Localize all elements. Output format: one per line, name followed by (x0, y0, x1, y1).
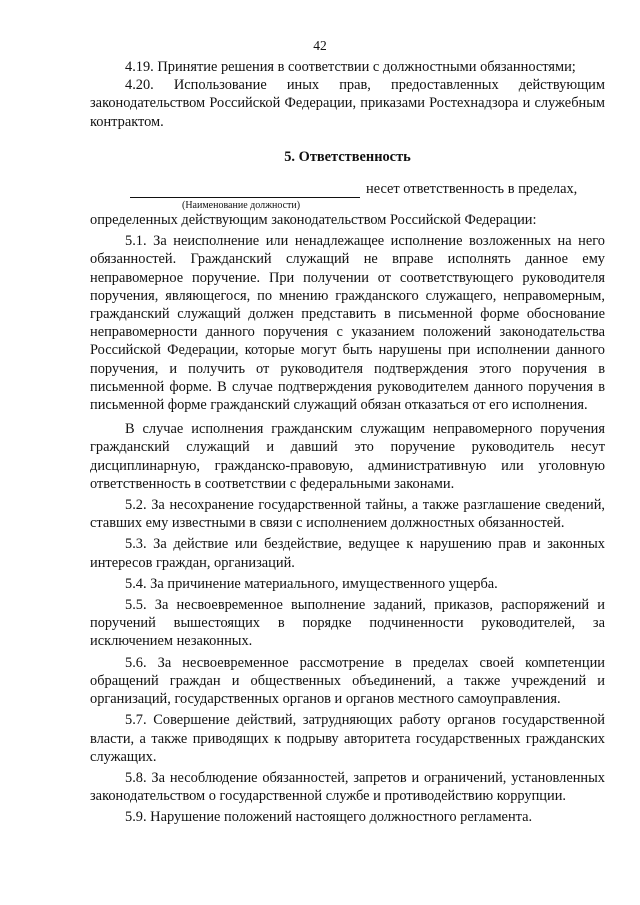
item-5-1-cont: В случае исполнения гражданским служащим неправомерного поручения гражданский служащий и давший это поручение руководитель несут дисциплинарную, гражданско-правовую, административную или уголовную ответственность в соответствии с федеральными законами. (90, 421, 605, 492)
intro-text: несет ответственность в пределах, (366, 180, 578, 197)
item-5-5: 5.5. За несвоевременное выполнение заданий, приказов, распоряжений и поручений вышестоящих в порядке подчиненности руководителей, за исключением незаконных. (90, 597, 605, 650)
position-blank-line (130, 182, 360, 198)
intro-continuation: определенных действующим законодательством Российской Федерации: (90, 212, 537, 229)
item-5-8: 5.8. За несоблюдение обязанностей, запретов и ограничений, установленных законодательством о государственной службе и противодействию коррупции. (90, 769, 605, 805)
item-4-19: 4.19. Принятие решения в соответствии с должностными обязанностями; (125, 59, 576, 75)
item-5-3: 5.3. За действие или бездействие, ведущее к нарушению прав и законных интересов граждан, организаций. (90, 536, 605, 571)
item-5-7: 5.7. Совершение действий, затрудняющих работу органов государственной власти, а также приводящих к подрыву авторитета государственных гражданских служащих. (90, 712, 605, 765)
position-blank-row (130, 180, 605, 198)
section-title: 5. Ответственность (284, 148, 411, 165)
item-5-9: 5.9. Нарушение положений настоящего должностного регламента. (125, 809, 533, 826)
item-5-6: 5.6. За несвоевременное рассмотрение в пределах своей компетенции обращений граждан и общественных объединений, а также учреждений и организаций, государственных органов и органов местного самоуправления. (90, 654, 605, 708)
item-5-1: 5.1. За неисполнение или ненадлежащее исполнение возложенных на него обязанностей. Гражданский служащий не вправе исполнять данное ему неправомерное поручение. При получении от соответствующего руководителя поручения, являющегося, по мнению гражданского служащего, неправомерным, гражданский служащий должен представить в письменной форме обоснование неправомерности данного поручения с указанием положений законодательства Российской Федерации, которые могут быть нарушены при исполнении данного поручения, и получить от руководителя подтверждения этого поручения в письменной форме. В случае подтверждения руководителем данного поручения в письменной форме гражданский служащий обязан отказаться от его исполнения. (90, 233, 605, 414)
item-4-20: 4.20. Использование иных прав, предоставленных действующим законодательством Российской Федерации, приказами Ростехнадзора и служебным контрактом. (90, 77, 605, 130)
page-number: 42 (313, 38, 327, 53)
item-5-2: 5.2. За несохранение государственной тайны, а также разглашение сведений, ставших ему известными в связи с исполнением должностных обязанностей. (90, 497, 605, 532)
blank-caption: (Наименование должности) (182, 200, 301, 212)
item-5-4: 5.4. За причинение материального, имущественного ущерба. (125, 575, 498, 592)
page-content (90, 58, 605, 827)
